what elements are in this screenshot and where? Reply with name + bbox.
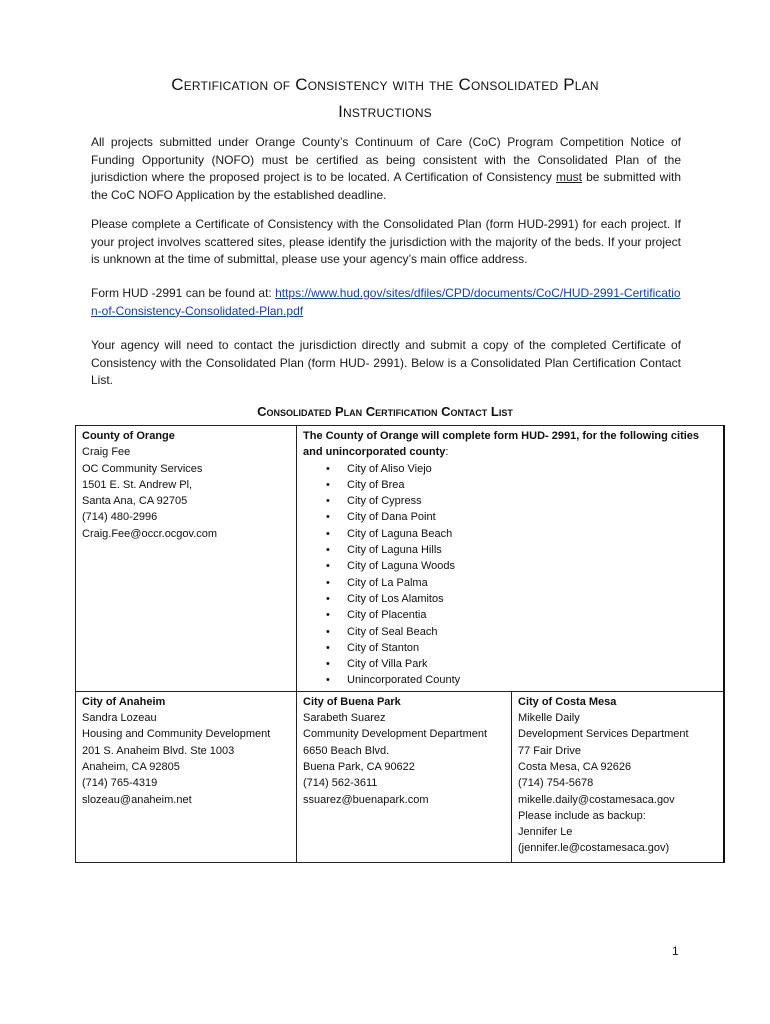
contact-person: Sarabeth Suarez [303, 712, 386, 725]
contact-city: Santa Ana, CA 92705 [82, 495, 188, 508]
anaheim-contact-cell [76, 691, 297, 862]
list-item: • City of Villa Park [347, 656, 717, 672]
list-item: • City of Dana Point [347, 509, 717, 525]
contact-list-heading-text: Consolidated Plan Certification Contact List [257, 404, 513, 419]
paragraph-certificate-instructions: Please complete a Certificate of Consistency with the Consolidated Plan (form HUD-2991) for each project. If your project involves scattered sites, please identify the jurisdiction with the majority of the beds. If your project is unknown at the time of submittal, please use your agency’s main office address. [91, 217, 681, 266]
contact-email: Craig.Fee@occr.ocgov.com [82, 527, 218, 540]
contact-phone: (714) 480-2996 [82, 511, 158, 524]
list-item: • City of Stanton [347, 640, 717, 656]
list-item: • City of Placentia [347, 607, 717, 623]
county-cities-list [303, 461, 717, 689]
contact-email: mikelle.daily@costamesaca.gov [518, 793, 675, 806]
contact-person: Mikelle Daily [518, 712, 580, 725]
list-item: • City of Seal Beach [347, 624, 717, 640]
contact-city: Buena Park, CA 90622 [303, 760, 415, 773]
contact-city: Anaheim, CA 92805 [82, 760, 180, 773]
jurisdiction-name: County of Orange [82, 430, 175, 442]
backup-contact-email: (jennifer.le@costamesaca.gov) [518, 842, 670, 855]
contact-phone: (714) 754-5678 [518, 777, 594, 790]
contact-list-heading [0, 404, 770, 419]
paragraph-1-text: All projects submitted under Orange County’s Continuum of Care (CoC) Program Competition Notice of Funding Opportunity (NOFO) must be certified as being consistent with the Consolidated Plan of the jurisdiction where the proposed project is to be located. A Certification of Consistency [91, 135, 681, 184]
buena-park-contact-cell [297, 691, 512, 862]
list-item: • City of Brea [347, 477, 717, 493]
list-item: • City of Laguna Beach [347, 526, 717, 542]
contact-table [75, 425, 725, 863]
table-row [76, 426, 725, 692]
county-note-colon: : [445, 446, 449, 459]
contact-address: 1501 E. St. Andrew Pl, [82, 478, 193, 491]
list-item: • Unincorporated County [347, 672, 717, 688]
contact-department: Development Services Department [518, 728, 689, 741]
county-note-line-2: and unincorporated county [303, 446, 446, 459]
paragraph-1-text-end: be submitted with the CoC NOFO Application by the established deadline. [91, 170, 681, 202]
contact-person: Craig Fee [82, 446, 131, 459]
page-number: 1 [672, 944, 679, 958]
contact-address: 77 Fair Drive [518, 744, 581, 757]
county-note-line-1: The County of Orange will complete form HUD- 2991, for the following cities [303, 430, 700, 442]
contact-department: Housing and Community Development [82, 728, 271, 741]
backup-contact-person: Jennifer Le [518, 826, 573, 839]
form-location-label: Form HUD -2991 can be found at: [91, 286, 276, 300]
paragraph-form-location [91, 285, 681, 320]
costa-mesa-contact-cell [512, 691, 725, 862]
paragraph-submission-requirement [91, 134, 681, 204]
county-cities-cell [297, 426, 725, 692]
contact-email: ssuarez@buenapark.com [303, 793, 429, 806]
contact-phone: (714) 562-3611 [303, 777, 378, 790]
jurisdiction-name: City of Buena Park [303, 695, 401, 708]
list-item: • City of Los Alamitos [347, 591, 717, 607]
must-emphasis: must [555, 170, 582, 184]
list-item: • City of Laguna Woods [347, 558, 717, 574]
county-contact-cell [76, 426, 297, 692]
contact-city: Costa Mesa, CA 92626 [518, 760, 632, 773]
list-item: • City of Laguna Hills [347, 542, 717, 558]
contact-person: Sandra Lozeau [82, 712, 157, 725]
title-line-2: Instructions [338, 102, 432, 121]
table-row [76, 691, 725, 862]
hud-2991-form-link[interactable]: https://www.hud.gov/sites/dfiles/CPD/documents/CoC/HUD-2991-Certification-of-Consistency-Consolidated-Plan.pdf [91, 286, 681, 318]
contact-email: slozeau@anaheim.net [82, 793, 192, 806]
contact-department: OC Community Services [82, 462, 203, 475]
jurisdiction-name: City of Costa Mesa [518, 695, 617, 708]
list-item: • City of La Palma [347, 575, 717, 591]
document-subtitle [0, 102, 770, 122]
backup-note: Please include as backup: [518, 809, 646, 822]
contact-address: 6650 Beach Blvd. [303, 744, 390, 757]
contact-department: Community Development Department [303, 728, 488, 741]
contact-address: 201 S. Anaheim Blvd. Ste 1003 [82, 744, 235, 757]
document-title [0, 75, 770, 95]
list-item: • City of Aliso Viejo [347, 461, 717, 477]
title-line-1: Certification of Consistency with the Consolidated Plan [171, 75, 599, 94]
contact-phone: (714) 765-4319 [82, 777, 158, 790]
paragraph-contact-jurisdiction: Your agency will need to contact the jurisdiction directly and submit a copy of the completed Certificate of Consistency with the Consolidated Plan (form HUD- 2991). Below is a Consolidated Plan Certification Contact List. [91, 338, 681, 387]
list-item: • City of Cypress [347, 493, 717, 509]
jurisdiction-name: City of Anaheim [82, 695, 166, 708]
